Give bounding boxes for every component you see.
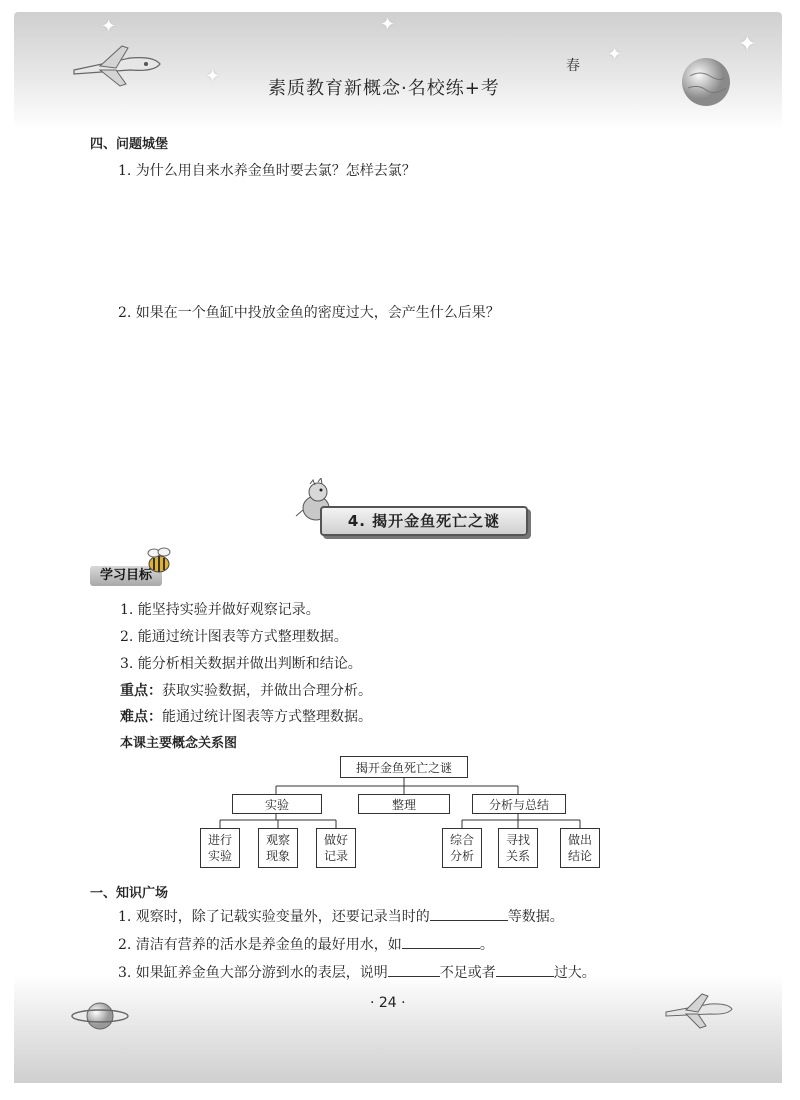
concept-map-leaf: 综合 分析 bbox=[442, 828, 482, 868]
concept-map-leaf: 观察 现象 bbox=[258, 828, 298, 868]
concept-map-node-experiment: 实验 bbox=[232, 794, 322, 814]
concept-map-title: 本课主要概念关系图 bbox=[120, 736, 238, 751]
lesson-title: 4. 揭开金鱼死亡之谜 bbox=[320, 506, 528, 536]
answer-blank[interactable] bbox=[430, 906, 508, 921]
learning-goals-tag: 学习目标 bbox=[90, 566, 162, 586]
key-point-label: 重点： bbox=[120, 683, 162, 699]
page-number: · 24 · bbox=[370, 995, 406, 1011]
section-heading-knowledge: 一、知识广场 bbox=[90, 886, 169, 901]
question-1: 1. 为什么用自来水养金鱼时要去氯？怎样去氯？ bbox=[118, 163, 416, 179]
concept-map-leaf: 做出 结论 bbox=[560, 828, 600, 868]
fill-blank-text: 不足或者 bbox=[439, 965, 496, 981]
star-icon: ✦ bbox=[101, 16, 117, 37]
fill-blank-text: 1. 观察时，除了记载实验变量外，还要记录当时的 bbox=[118, 909, 430, 925]
key-point-text: 获取实验数据，并做出合理分析。 bbox=[162, 683, 372, 699]
space-shuttle-icon bbox=[664, 990, 734, 1032]
fill-blank-text: 3. 如果缸养金鱼大部分游到水的表层，说明 bbox=[118, 965, 388, 981]
star-icon: ✦ bbox=[380, 14, 396, 35]
answer-blank[interactable] bbox=[388, 962, 440, 977]
concept-map-node-analyze: 分析与总结 bbox=[472, 794, 566, 814]
concept-map-leaf: 寻找 关系 bbox=[498, 828, 538, 868]
concept-map-leaf: 进行 实验 bbox=[200, 828, 240, 868]
goal-item: 1. 能坚持实验并做好观察记录。 bbox=[120, 602, 320, 618]
fill-blank-item-2 bbox=[118, 934, 494, 954]
concept-map-root: 揭开金鱼死亡之谜 bbox=[340, 756, 468, 778]
difficult-point-text: 能通过统计图表等方式整理数据。 bbox=[162, 709, 372, 725]
fill-blank-item-1 bbox=[118, 906, 564, 926]
goal-item: 3. 能分析相关数据并做出判断和结论。 bbox=[120, 656, 362, 672]
answer-blank[interactable] bbox=[496, 962, 554, 977]
concept-map-node-organize: 整理 bbox=[358, 794, 450, 814]
star-icon: ✦ bbox=[738, 32, 757, 57]
section-heading-questions: 四、问题城堡 bbox=[90, 137, 169, 152]
fill-blank-item-3 bbox=[118, 962, 596, 982]
star-icon: ✦ bbox=[205, 66, 221, 87]
season-label: 春 bbox=[566, 58, 580, 74]
fill-blank-text: 2. 清洁有营养的活水是养金鱼的最好用水，如 bbox=[118, 937, 402, 953]
star-icon: ✦ bbox=[607, 44, 623, 65]
answer-blank[interactable] bbox=[402, 934, 480, 949]
fill-blank-text: 等数据。 bbox=[507, 909, 564, 925]
goal-item: 2. 能通过统计图表等方式整理数据。 bbox=[120, 629, 348, 645]
question-2: 2. 如果在一个鱼缸中投放金鱼的密度过大，会产生什么后果？ bbox=[118, 305, 500, 321]
saturn-icon bbox=[70, 996, 130, 1034]
fill-blank-text: 过大。 bbox=[553, 965, 596, 981]
fill-blank-text: 。 bbox=[479, 937, 494, 953]
difficult-point-label: 难点： bbox=[120, 709, 162, 725]
concept-map-leaf: 做好 记录 bbox=[316, 828, 356, 868]
header-title: 素质教育新概念·名校练+考 bbox=[268, 78, 500, 99]
